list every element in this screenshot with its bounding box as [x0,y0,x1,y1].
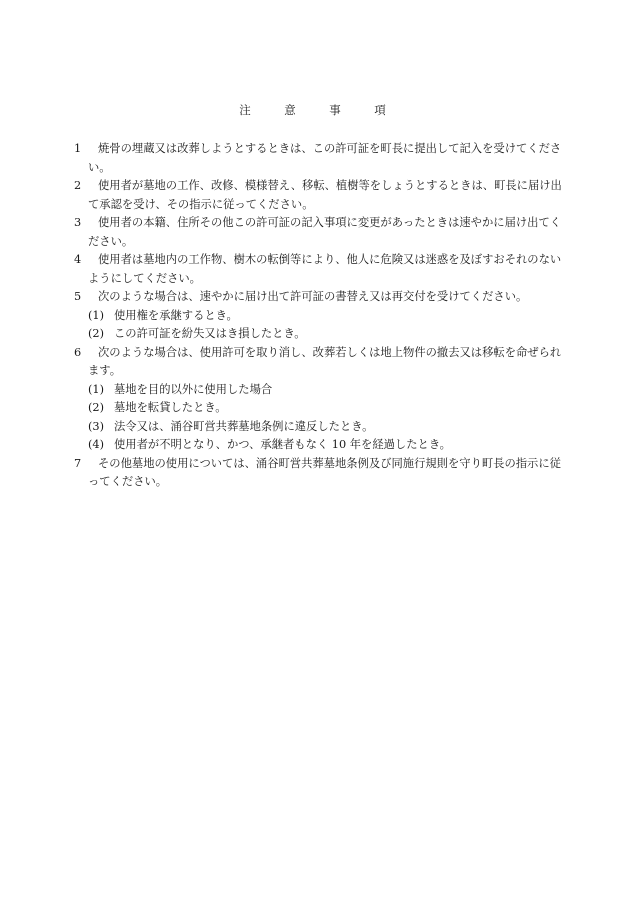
notice-item-4 [74,251,564,288]
sub-item [74,307,564,326]
sub-item-text: この許可証を紛失又はき損したとき。 [114,327,306,340]
notice-item-5 [74,288,564,307]
item-number: 3 [74,216,82,229]
item-text: 次のような場合は、速やかに届け出て許可証の書替え又は再交付を受けてください。 [98,290,528,303]
notice-item-1 [74,140,564,177]
page-title: 注 意 事 項 [239,103,397,117]
sub-item [74,399,564,418]
notice-item-7 [74,455,564,492]
sub-item [74,381,564,400]
sub-item [74,436,564,455]
item-number: 1 [74,142,82,155]
notice-item-2 [74,177,564,214]
sub-item [74,325,564,344]
item-number: 7 [74,456,82,470]
sub-item-number: (4) [88,438,105,451]
item-number: 4 [74,253,82,266]
sub-item [74,418,564,437]
notice-item-6 [74,344,564,381]
item-text: 使用者は墓地内の工作物、樹木の転倒等により、他人に危険又は迷惑を及ぼすおそれのないようにしてください。 [88,253,562,285]
item-text: その他墓地の使用については、涌谷町営共葬墓地条例及び同施行規則を守り町長の指示に従ってください。 [88,456,561,488]
item-text: 使用者が墓地の工作、改修、模様替え、移転、植樹等をしょうとするときは、町長に届け出て承認を受け、その指示に従ってください。 [88,179,562,211]
sub-item-text: 使用者が不明となり、かつ、承継者もなく 10 年を経過したとき。 [114,438,451,451]
item-text: 焼骨の埋蔵又は改葬しようとするときは、この許可証を町長に提出して記入を受けてください。 [88,142,562,174]
sub-item-number: (1) [88,382,105,396]
sub-item-text: 墓地を目的以外に使用した場合 [114,382,273,396]
item-number: 6 [74,345,82,359]
notice-item-3 [74,214,564,251]
sub-item-text: 法令又は、涌谷町営共葬墓地条例に違反したとき。 [114,419,374,433]
item-text: 使用者の本籍、住所その他この許可証の記入事項に変更があったときは速やかに届け出てください。 [88,216,562,248]
notice-list [74,140,564,492]
item-text: 次のような場合は、使用許可を取り消し、改葬若しくは地上物件の撤去又は移転を命ぜられます。 [88,345,562,377]
sub-item-number: (3) [88,419,105,433]
sub-item-number: (2) [88,327,105,340]
sub-item-number: (1) [88,308,105,322]
item-number: 5 [74,290,82,303]
sub-item-text: 墓地を転貸したとき。 [114,401,227,414]
item-number: 2 [74,179,82,192]
sub-item-text: 使用権を承継するとき。 [114,308,238,322]
sub-item-number: (2) [88,401,105,414]
